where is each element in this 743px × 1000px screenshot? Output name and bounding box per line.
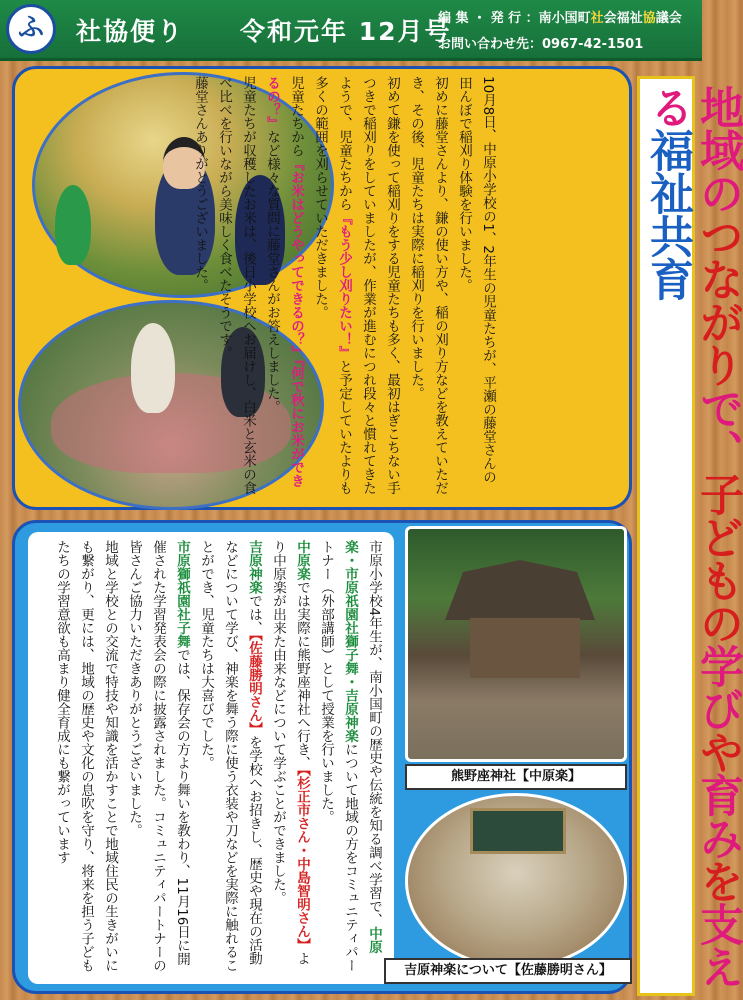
- newsletter-title: 社協便り: [76, 17, 185, 46]
- green-term: 中原楽: [294, 540, 310, 581]
- article-text: 初めて鎌を使って稲刈りをする児童たちも多く、最初はぎこちない手つきで稲刈りをしていましたが、作業が進むにつれ段々と慣れてきたようで、児童たちから: [336, 76, 400, 495]
- article-paragraph: 地域と学校との交流で特技や知識を活かすことで地域住民の生きがいにも繋がり、更には、地域の歴史や文化の息吹を守り、将来を担う子どもたちの学習意欲も高まり健全育成にも繋がっています: [54, 540, 118, 972]
- article-text: を学校へお招きし、歴史や現在の活動などについて学び、神楽を舞う際に使う衣装や刀などを実際に触れることができ、児童たちは大喜びでした。: [198, 540, 262, 972]
- article-paragraph: 10月8日、中原小学校の1、2年生の児童たちが、平瀬の藤堂さんの田んぼで稲刈り体験を行いました。: [456, 76, 496, 484]
- article-text: など様々な質問に藤堂さんがお答えしました。: [264, 130, 280, 414]
- kagura-article: [38, 540, 386, 976]
- article-paragraph: 初めに藤堂さんより、鎌の使い方や、稲の刈り方などを教えていただき、その後、児童たちは実際に稲刈りを行いました。: [408, 76, 448, 495]
- header-bar: [0, 0, 702, 61]
- article-paragraph: 藤堂さんありがとうございました。: [192, 76, 208, 292]
- headline-part: で、: [692, 386, 743, 472]
- adult-figure: [131, 323, 175, 413]
- publisher-mid: 会福祉: [603, 11, 643, 26]
- headline-part: 福祉共育: [642, 128, 693, 300]
- newsletter-issue: 令和元年 12月号: [240, 17, 452, 46]
- article-text: では実際に熊野座神社へ行き、: [294, 580, 310, 770]
- article-text: 市原小学校4年生が、南小国町の歴史や伝統を知る調べ学習で、: [366, 540, 382, 927]
- blackboard: [470, 808, 566, 854]
- vertical-headline: [637, 76, 743, 996]
- headline-part: や: [692, 730, 743, 773]
- kagura-caption: 吉原神楽について【佐藤勝明さん】: [384, 958, 632, 984]
- headline-part: 育み: [692, 773, 743, 859]
- publisher-prefix: 編 集 ・ 発 行 ：南小国町: [438, 11, 591, 26]
- contact-line: お問い合わせ先：0967-42-1501: [438, 37, 644, 52]
- shrine-body: [470, 618, 580, 678]
- highlight-quote: 『何で秋にお米ができるの？』: [264, 76, 304, 488]
- article-paragraph: [194, 540, 266, 976]
- publisher-red-1: 社: [590, 11, 604, 26]
- headline-part: つながり: [692, 214, 743, 386]
- logo-glyph: ふ: [17, 13, 44, 43]
- social-welfare-logo-icon: [6, 4, 56, 54]
- article-paragraph: [122, 540, 194, 976]
- publisher-line: [438, 7, 682, 26]
- publisher-red-2: 協: [642, 11, 656, 26]
- shrine-caption: 熊野座神社【中原楽】: [405, 764, 627, 790]
- article-text: では、: [246, 594, 262, 635]
- article-text: より中原楽が出来た由来などについて学ぶことができました。: [270, 540, 310, 966]
- publisher-suffix: 議会: [655, 11, 682, 26]
- highlight-quote: 『お米はどうやってできるの？』: [288, 157, 304, 360]
- article-paragraph: [260, 76, 308, 496]
- red-name: 【杉正市さん・中島智明さん】: [294, 769, 310, 952]
- article-text: では、保存会の方より舞いを教わり、11月16日に開催された学習発表会の際に披露されました。コミュニティパートナーの皆さんご協力いただきありがとうございました。: [126, 540, 190, 972]
- article-paragraph: [314, 540, 386, 976]
- headline-part: 地域の: [692, 85, 743, 214]
- headline-part: を: [692, 859, 743, 902]
- headline-text: [642, 85, 742, 993]
- article-paragraph: [308, 76, 404, 496]
- red-name: 【佐藤勝明さん】: [246, 634, 262, 736]
- green-term: 中原楽・市原祇園社獅子舞・吉原神楽: [342, 540, 382, 954]
- child-figure-3: [55, 185, 91, 265]
- article-text: 児童たちから: [288, 76, 304, 157]
- article-paragraph: 児童たちが収穫したお米は、後日小学校へお届けし、白米と玄米の食べ比べを行いながら美味しく食べたそうです。: [216, 76, 256, 495]
- rice-harvest-article: [192, 76, 500, 496]
- headline-part: 子どもの: [692, 472, 743, 644]
- article-text: と予定していたよりも多くの範囲を刈らせていただきました。: [312, 76, 352, 495]
- highlight-quote: 『もう少し刈りたい！』: [336, 211, 352, 360]
- headline-part: 支える: [642, 85, 743, 988]
- article-paragraph: [266, 540, 314, 976]
- green-term: 市原獅祇園社子舞: [174, 540, 190, 648]
- headline-part: 学び: [692, 644, 743, 730]
- green-term: 吉原神楽: [246, 540, 262, 594]
- article-text: について地域の方をコミュニティパートナー（外部講師）として授業を行いました。: [318, 540, 358, 972]
